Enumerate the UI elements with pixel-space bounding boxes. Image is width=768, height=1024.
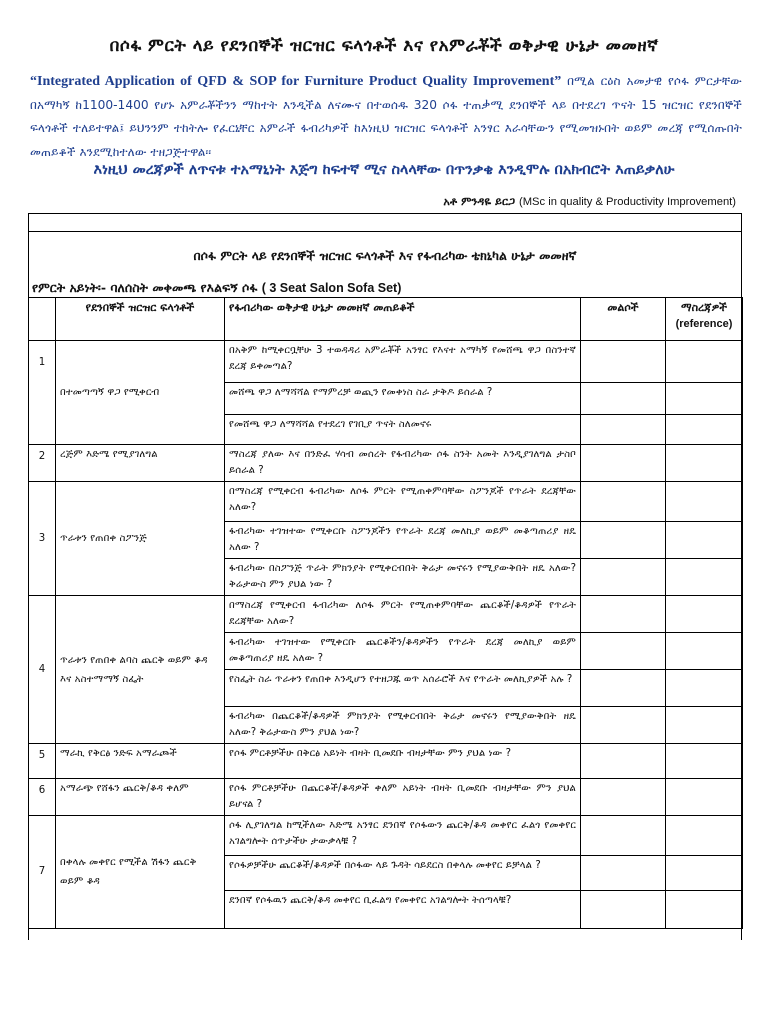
question-cell: በማስረጃ የሚቀርብ ፋብሪካው ለሶፋ ምርት የሚጠቀምባቸው ጨርቆች/ቆዳዎች የጥራት ደረጃቸው አለው? xyxy=(225,596,581,633)
intro-body: በሚል ርዕስ አመታዊ የሶፋ ምርታቸው በአማካኝ ከ1100-1400 የሆኑ አምራቾችንን ማከተት እንዲችል ለናሙና በተወሰዱ 320 ሶፋ ተጠቃሚ ደንበኞች ላይ በተደረገ ጥናት 15 ዝርዝር የደንበኞች ፍላጎቶች ተለይተዋል፤ ይህንንም ተከትሎ የፈርኒቸር አምራች ፋብሪካዎች ከእነዚህ ዝርዝር ፍላጎቶች አንፃር እራሳቸውን የሚመዝኑበት ወይም መረጃ የሚሰጡበት መጠይቆች እንደሚከተለው ተዘጋጅተዋል፡፡ xyxy=(30,74,743,159)
evidence-cell[interactable] xyxy=(666,891,743,929)
answer-cell[interactable] xyxy=(581,522,666,559)
requirement-cell: ጥራቱን የጠበቀ ልባስ ጨርቅ ወይም ቆዳ እና አስተማማኝ ስፌት xyxy=(56,596,225,744)
author-degree: (MSc in quality & Productivity Improvement) xyxy=(519,196,736,208)
evidence-cell[interactable] xyxy=(666,522,743,559)
requirement-cell: ጥራቱን የጠበቀ ስፖንጅ xyxy=(56,482,225,596)
question-cell: ደንበኛ የሶፋዉን ጨርቅ/ቆዳ መቀየር ቢፈልግ የመቀየር አገልግሎት ትሰጣላቹ? xyxy=(225,891,581,929)
author-line xyxy=(443,195,736,209)
evidence-cell[interactable] xyxy=(666,559,743,596)
header-reference-label: (reference) xyxy=(675,318,733,330)
answer-cell[interactable] xyxy=(581,744,666,779)
requirement-cell: ማራኪ የቅርፅ ንድፍ አማራጮች xyxy=(56,744,225,779)
answer-cell[interactable] xyxy=(581,383,666,415)
document-title: በሶፋ ምርት ላይ የደንበኞች ዝርዝር ፍላጎቶች እና የአምራቾች ወቅታዊ ሁኔታ መመዘኛ xyxy=(109,36,659,56)
answer-cell[interactable] xyxy=(581,633,666,670)
evidence-cell[interactable] xyxy=(666,856,743,891)
answer-cell[interactable] xyxy=(581,596,666,633)
question-cell: የሶፋ ምርቶቻችሁ በቅርፅ አይነት ብዛት ቢመደቡ ብዛታቸው ምን ያህል ነው ? xyxy=(225,744,581,779)
question-cell: ሶፋ ሊያገለግል ከሚችለው እድሜ አንፃር ደንበኛ የሶፋውን ጨርቅ/ቆዳ መቀየር ፈልጎ የመቀየር አገልግሎት ሰጥታችሁ ታውቃላቹ ? xyxy=(225,816,581,856)
answer-cell[interactable] xyxy=(581,779,666,816)
product-type-label: የምርት አይነት፡- ባለሰስት መቀመጫ የእልፍኝ ሶፋ xyxy=(32,280,258,295)
evidence-cell[interactable] xyxy=(666,341,743,383)
answer-cell[interactable] xyxy=(581,482,666,522)
answer-cell[interactable] xyxy=(581,341,666,383)
row-number: 5 xyxy=(29,744,56,779)
header-evidence-label: ማስረጃዎች xyxy=(681,301,727,314)
question-cell: በማስረጃ የሚቀርብ ፋብሪካው ለሶፋ ምርት የሚጠቀምባቸው ስፖንጆች የጥራት ደረጃቸው አለው? xyxy=(225,482,581,522)
answer-cell[interactable] xyxy=(581,445,666,482)
question-cell: ፋብሪካው ተገዝተው የሚቀርቡ ስፖንጆችን የጥራት ደረጃ መለኪያ ወይም መቆጣጠሪያ ዘዴ አለው ? xyxy=(225,522,581,559)
header-evidence xyxy=(666,298,743,341)
question-cell: የመሸጫ ዋጋ ለማሻሻል የተደረገ የገቢያ ጥናት ስለመኖሩ xyxy=(225,415,581,445)
row-number: 1 xyxy=(29,341,56,445)
question-cell: ፋብሪካው በጨርቆች/ቆዳዎች ምክንያት የሚቀርብበት ቅሬታ መኖሩን የሚያውቅበት ዘዴ አለው? ቅሬታውስ ምን ያህል ነው? xyxy=(225,707,581,744)
answer-cell[interactable] xyxy=(581,891,666,929)
table-row xyxy=(29,744,743,779)
question-cell: የሶፋዎቻችሁ ጨርቆች/ቆዳዎች በሶፋው ላይ ጉዳት ሳይደርስ በቀላሉ መቀየር ይቻላል ? xyxy=(225,856,581,891)
table-row xyxy=(29,341,743,383)
evidence-cell[interactable] xyxy=(666,816,743,856)
answer-cell[interactable] xyxy=(581,707,666,744)
question-cell: ማስረጃ ያለው እና በንድፈ ሃሳብ መሰረት የፋብሪካው ሶፋ ስንት አመት እንዲያገለግል ታስቦ ይሰራል ? xyxy=(225,445,581,482)
evidence-cell[interactable] xyxy=(666,707,743,744)
row-number: 3 xyxy=(29,482,56,596)
requirement-cell: በተመጣጣኝ ዋጋ የሚቀርብ xyxy=(56,341,225,445)
question-cell: የሶፋ ምርቶቻችሁ በጨርቆች/ቆዳዎች ቀለም አይነት ብዛት ቢመደቡ ብዛታቸው ምን ያህል ይሆናል ? xyxy=(225,779,581,816)
author-name: አቶ ምንዳዬ ይርጋ xyxy=(443,195,516,208)
evidence-cell[interactable] xyxy=(666,670,743,707)
header-number xyxy=(29,298,56,341)
evidence-cell[interactable] xyxy=(666,415,743,445)
requirement-cell: አማራጭ የሸፋን ጨርቅ/ቆዳ ቀለም xyxy=(56,779,225,816)
requirement-cell: በቀላሉ መቀየር የሚችል ሽፋን ጨርቅ ወይም ቆዳ xyxy=(56,816,225,929)
answer-cell[interactable] xyxy=(581,415,666,445)
evidence-cell[interactable] xyxy=(666,744,743,779)
header-answers: መልሶች xyxy=(581,298,666,341)
answer-cell[interactable] xyxy=(581,816,666,856)
question-cell: በአቅም ከሚቀርቧቸሁ 3 ተወዳዳሪ አምራቾች አንፃር የእናተ አማካኝ የመሸጫ ዋጋ በስንተኛ ደረጃ ይቀመጣል? xyxy=(225,341,581,383)
table-row xyxy=(29,816,743,856)
answer-cell[interactable] xyxy=(581,670,666,707)
table-row xyxy=(29,445,743,482)
header-question: የፋብሪካው ወቅታዊ ሁኔታ መመዘኛ መጠይቆች xyxy=(225,298,581,341)
requirement-cell: ረጅም እድሜ የሚያገለግል xyxy=(56,445,225,482)
row-number: 2 xyxy=(29,445,56,482)
evidence-cell[interactable] xyxy=(666,779,743,816)
table-header-row xyxy=(29,298,743,341)
intro-paragraph xyxy=(30,70,742,164)
row-number: 4 xyxy=(29,596,56,744)
evidence-cell[interactable] xyxy=(666,596,743,633)
question-cell: ፋብሪካው ተገዝተው የሚቀርቡ ጨርቆችን/ቆዳዎችን የጥራት ደረጃ መለኪያ ወይም መቆጣጠሪያ ዘዴ አለው ? xyxy=(225,633,581,670)
answer-cell[interactable] xyxy=(581,559,666,596)
row-number: 7 xyxy=(29,816,56,929)
header-requirement: የደንበኞች ዝርዝር ፍላጎቶች xyxy=(56,298,225,341)
section-title: በሶፋ ምርት ላይ የደንበኞች ዝርዝር ፍላጎቶች እና የፋብሪካው ቴክኒካል ሁኔታ መመዘኛ xyxy=(193,248,577,263)
product-type-english: ( 3 Seat Salon Sofa Set) xyxy=(261,281,402,295)
row-number: 6 xyxy=(29,779,56,816)
answer-cell[interactable] xyxy=(581,856,666,891)
project-title: “Integrated Application of QFD & SOP for Furniture Product Quality Improvement” xyxy=(30,74,562,89)
question-cell: ፋብሪካው በስፖንጅ ጥራት ምክንያት የሚቀርብበት ቅሬታ መኖሩን የሚያውቅበት ዘዴ አለው? ቅሬታውስ ምን ያህል ነው ? xyxy=(225,559,581,596)
table-row xyxy=(29,779,743,816)
evidence-cell[interactable] xyxy=(666,383,743,415)
evidence-cell[interactable] xyxy=(666,482,743,522)
frame-top-band xyxy=(29,214,741,232)
product-type xyxy=(32,280,401,296)
evidence-cell[interactable] xyxy=(666,633,743,670)
requirements-table xyxy=(28,297,743,929)
request-note: እነዚህ መረጃዎች ለጥናቱ ተአማኒነት እጅግ ከፍተኛ ሚና ስላላቸው በጥንቃቄ እንዲሞሉ በአክብሮት እጠይቃለሁ xyxy=(93,162,675,178)
question-cell: መሸጫ ዋጋ ለማሻሻል የማምረቻ ወጪን የመቀነስ ስራ ታቅዶ ይሰራል ? xyxy=(225,383,581,415)
question-cell: የስፌት ስራ ጥራቱን የጠበቀ እንዲሆን የተዘጋጁ ወጥ አሰራሮች እና የጥራት መለኪያዎች አሉ ? xyxy=(225,670,581,707)
evidence-cell[interactable] xyxy=(666,445,743,482)
table-row xyxy=(29,482,743,522)
table-row xyxy=(29,596,743,633)
